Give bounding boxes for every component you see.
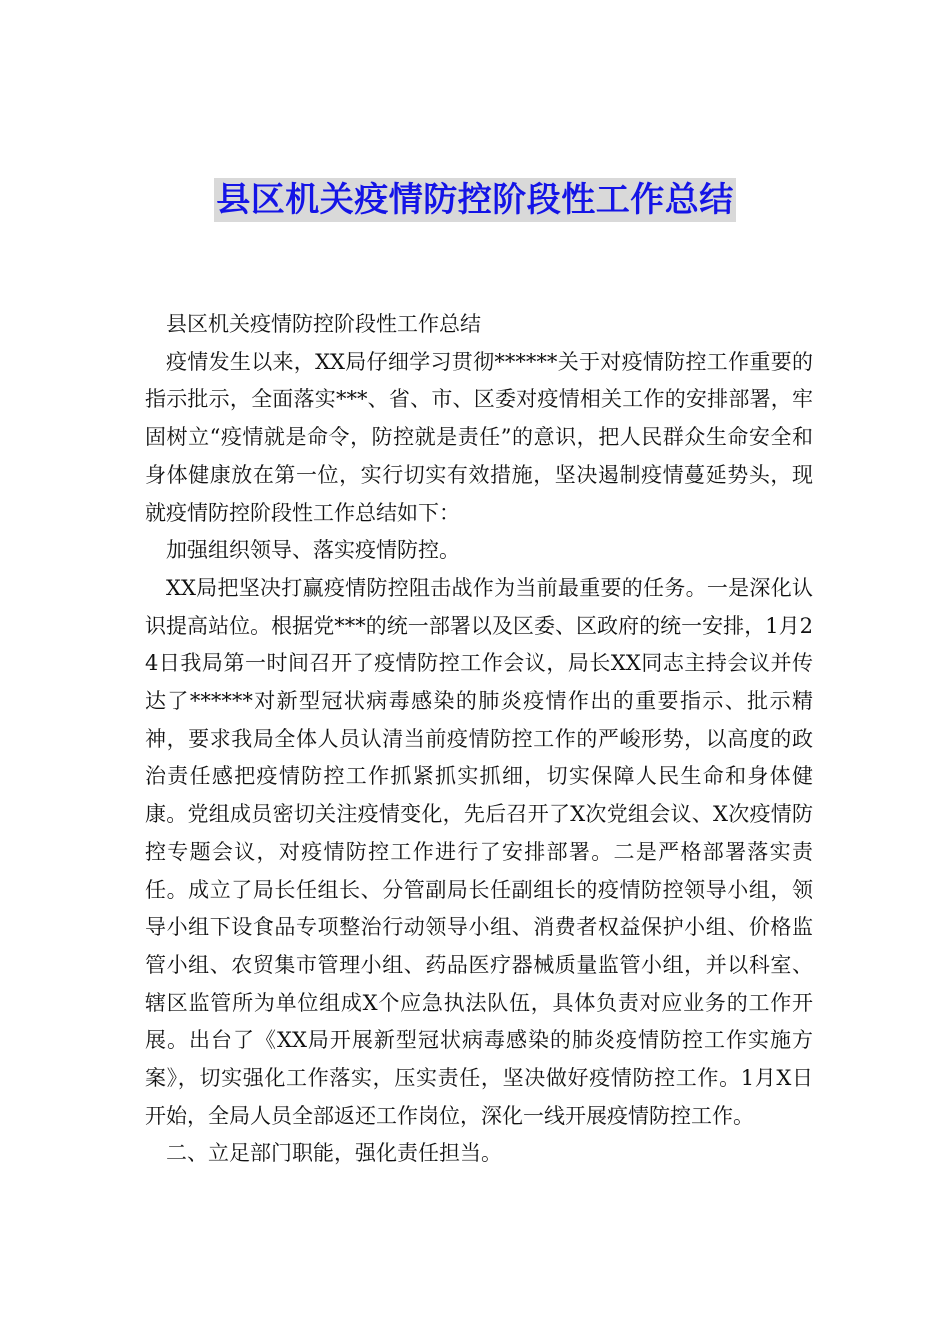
- body-paragraph: XX局把坚决打赢疫情防控阻击战作为当前最重要的任务。一是深化认识提高站位。根据党***的统一部署以及区委、区政府的统一安排，1月24日我局第一时间召开了疫情防控工作会议，局长XX同志主持会议并传达了******对新型冠状病毒感染的肺炎疫情作出的重要指示、批示精神，要求我局全体人员认清当前疫情防控工作的严峻形势，以高度的政治责任感把疫情防控工作抓紧抓实抓细，切实保障人民生命和身体健康。党组成员密切关注疫情变化，先后召开了X次党组会议、X次疫情防控专题会议，对疫情防控工作进行了安排部署。二是严格部署落实责任。成立了局长任组长、分管副局长任副组长的疫情防控领导小组，领导小组下设食品专项整治行动领导小组、消费者权益保护小组、价格监管小组、农贸集市管理小组、药品医疗器械质量监管小组，并以科室、辖区监管所为单位组成X个应急执法队伍，具体负责对应业务的工作开展。出台了《XX局开展新型冠状病毒感染的肺炎疫情防控工作实施方案》，切实强化工作落实，压实责任，坚决做好疫情防控工作。1月X日开始，全局人员全部返还工作岗位，深化一线开展疫情防控工作。: [145, 575, 813, 1128]
- section-heading: 二、立足部门职能，强化责任担当。: [166, 1141, 502, 1166]
- document-body: [145, 306, 813, 1173]
- document-title: 县区机关疫情防控阶段性工作总结: [216, 180, 734, 220]
- body-paragraph: 疫情发生以来，XX局仔细学习贯彻******关于对疫情防控工作重要的指示批示，全面落实***、省、市、区委对疫情相关工作的安排部署，牢固树立“疫情就是命令，防控就是责任”的意识，把人民群众生命安全和身体健康放在第一位，实行切实有效措施，坚决遏制疫情蔓延势头，现就疫情防控阶段性工作总结如下：: [145, 349, 813, 525]
- body-paragraph: 县区机关疫情防控阶段性工作总结: [166, 312, 481, 336]
- title-container: [0, 178, 950, 222]
- section-heading: 加强组织领导、落实疫情防控。: [166, 538, 460, 563]
